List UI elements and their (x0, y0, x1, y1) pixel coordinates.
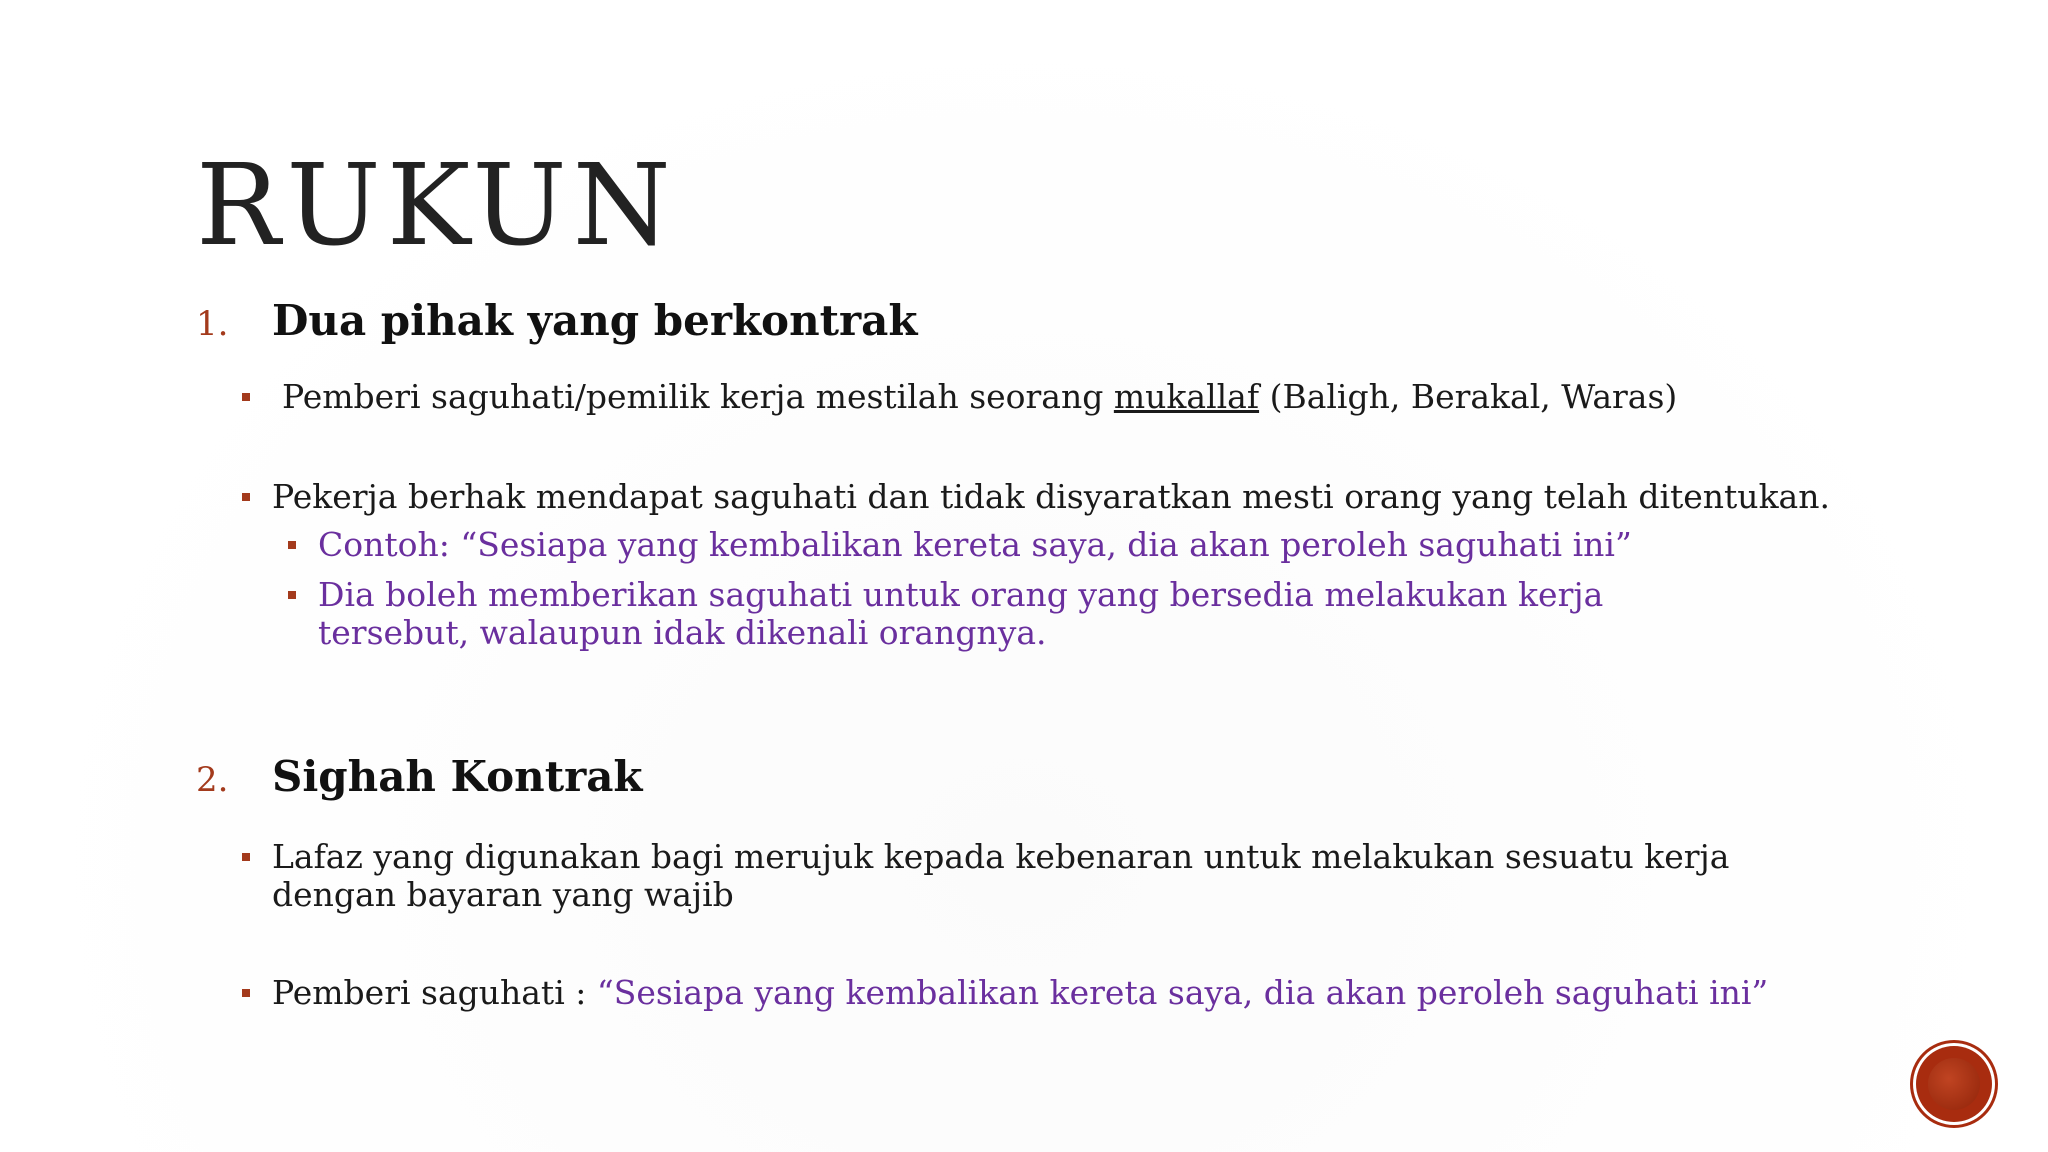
section-number: 2. (196, 760, 229, 800)
square-bullet-icon (288, 591, 296, 599)
bullet-pekerja (242, 478, 1848, 516)
square-bullet-icon (242, 393, 250, 401)
bullet-pemberi (242, 974, 1848, 1012)
section-number: 1. (196, 304, 229, 344)
section-2-heading (196, 752, 643, 801)
sub-bullet-text: Dia boleh memberikan saguhati untuk orang yang bersedia melakukan kerja tersebut, walaupun idak dikenali orangnya. (318, 575, 1604, 652)
bullet-text-before: Pemberi saguhati/pemilik kerja mestilah seorang (282, 377, 1114, 416)
bullet-underlined-term: mukallaf (1113, 377, 1260, 416)
section-1-heading (196, 296, 917, 345)
section-heading-text: Dua pihak yang berkontrak (272, 296, 918, 345)
sub-bullet-text: Contoh: “Sesiapa yang kembalikan kereta saya, dia akan peroleh saguhati ini” (318, 525, 1632, 564)
square-bullet-icon (242, 989, 250, 997)
square-bullet-icon (288, 541, 296, 549)
sub-bullet-boleh (288, 576, 1708, 652)
bullet-text: Pekerja berhak mendapat saguhati dan tidak disyaratkan mesti orang yang telah ditentukan. (272, 477, 1830, 516)
bullet-label: Pemberi saguhati : (272, 973, 597, 1012)
circle-badge-icon (1916, 1046, 1992, 1122)
square-bullet-icon (242, 853, 250, 861)
section-heading-text: Sighah Kontrak (272, 752, 643, 801)
slide-title: RUKUN (196, 141, 677, 271)
square-bullet-icon (242, 493, 250, 501)
bullet-lafaz (242, 838, 1808, 914)
bullet-text-after: (Baligh, Berakal, Waras) (1259, 377, 1678, 416)
sub-bullet-contoh (288, 526, 1848, 564)
bullet-text: Lafaz yang digunakan bagi merujuk kepada kebenaran untuk melakukan sesuatu kerja dengan bayaran yang wajib (272, 837, 1730, 914)
bullet-quote: “Sesiapa yang kembalikan kereta saya, dia akan peroleh saguhati ini” (596, 973, 1769, 1012)
bullet-mukallaf (242, 378, 1848, 416)
